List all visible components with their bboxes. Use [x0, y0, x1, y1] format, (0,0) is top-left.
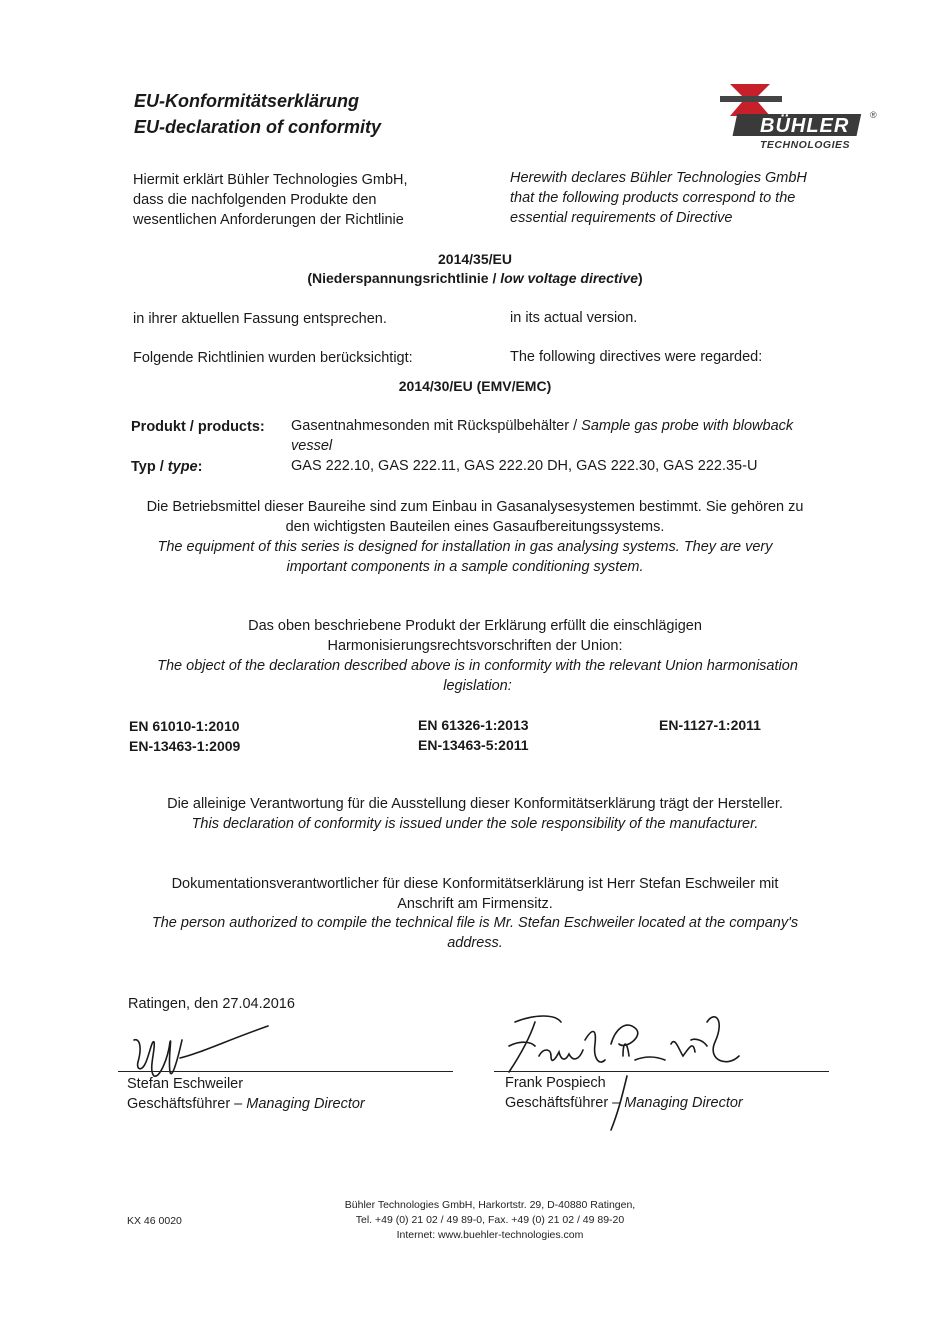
responsibility-de: Die alleinige Verantwortung für die Ausstellung dieser Konformitätserklärung trägt der Hersteller. [167, 796, 783, 812]
responsibility-en: This declaration of conformity is issued under the sole responsibility of the manufacturer. [191, 816, 759, 832]
conformity-de-line: Das oben beschriebene Produkt der Erklärung erfüllt die einschlägigen [248, 618, 702, 634]
standard-item: EN 61010-1:2010 [129, 718, 240, 734]
directive-name-suffix: ) [637, 270, 643, 286]
type-label-en: type [167, 459, 198, 475]
signer-2-name: Frank Pospiech [505, 1075, 606, 1091]
directive-name [0, 268, 950, 288]
conformity-de [100, 616, 850, 656]
intro-de-line: Hiermit erklärt Bühler Technologies GmbH, [133, 172, 408, 188]
footer-line: Tel. +49 (0) 21 02 / 49 89-0, Fax. +49 (0) 21 02 / 49 89-20 [355, 1214, 625, 1226]
handwritten-signature-icon [495, 1000, 775, 1135]
footer-line: Bühler Technologies GmbH, Harkortstr. 29, D-40880 Ratingen, [344, 1199, 636, 1211]
conformity-de-line: Harmonisierungsrechtsvorschriften der Union: [327, 638, 623, 654]
signer-1-name: Stefan Eschweiler [127, 1076, 244, 1092]
purpose-en [100, 537, 830, 577]
signature-line [118, 1071, 453, 1072]
documentation-de-line: Dokumentationsverantwortlicher für diese Konformitätserklärung ist Herr Stefan Eschweiler mit [171, 876, 779, 892]
signer-2-role-de: Geschäftsführer – [505, 1095, 625, 1111]
type-value: GAS 222.10, GAS 222.11, GAS 222.20 DH, GAS 222.30, GAS 222.35-U [291, 458, 758, 474]
documentation-en [100, 913, 850, 953]
regarded-de: Folgende Richtlinien wurden berücksichtigt: [133, 350, 413, 366]
directive-name-prefix: (Niederspannungsrichtlinie / [307, 270, 501, 286]
product-value-de: Gasentnahmesonden mit Rückspülbehälter / [291, 418, 582, 434]
purpose-de-line: den wichtigsten Bauteilen eines Gasaufbereitungssystems. [285, 519, 665, 535]
footer-address [290, 1198, 690, 1243]
regarded-en: The following directives were regarded: [510, 349, 763, 365]
conformity-en-line: legislation: [443, 678, 512, 694]
intro-de [133, 170, 453, 230]
type-label-colon: : [197, 459, 203, 475]
standards-col1 [129, 716, 240, 756]
directive-name-en: low voltage directive [500, 270, 638, 286]
purpose-de-line: Die Betriebsmittel dieser Baureihe sind zum Einbau in Gasanalysesystemen bestimmt. Sie gehören zu [146, 499, 804, 515]
directive-number: 2014/35/EU [438, 251, 512, 267]
regarded-directive: 2014/30/EU (EMV/EMC) [398, 378, 552, 394]
place-date: Ratingen, den 27.04.2016 [128, 996, 295, 1012]
signer-1-role [127, 1094, 365, 1114]
signer-2-role [505, 1093, 743, 1113]
documentation-de [100, 874, 850, 914]
version-de: in ihrer aktuellen Fassung entsprechen. [133, 311, 387, 327]
standards-col2 [418, 715, 529, 755]
signer-2-role-en: Managing Director [624, 1095, 743, 1111]
buehler-logo-icon [720, 82, 880, 152]
svg-text:BÜHLER: BÜHLER [760, 115, 850, 137]
product-value [291, 416, 831, 456]
documentation-de-line: Anschrift am Firmensitz. [397, 896, 553, 912]
intro-en-line: Herewith declares Bühler Technologies GmbH [510, 170, 807, 186]
documentation-en-line: The person authorized to compile the technical file is Mr. Stefan Eschweiler located at the company's [151, 915, 799, 931]
standard-item: EN 61326-1:2013 [418, 717, 529, 733]
standard-item: EN-13463-5:2011 [418, 737, 529, 753]
svg-text:®: ® [870, 110, 877, 120]
title-en: EU-declaration of conformity [134, 117, 382, 137]
version-en: in its actual version. [510, 310, 638, 326]
purpose-en-line: important components in a sample conditioning system. [286, 559, 644, 575]
signer-1-role-en: Managing Director [246, 1096, 365, 1112]
svg-text:TECHNOLOGIES: TECHNOLOGIES [760, 139, 851, 151]
standard-item: EN-1127-1:2011 [659, 717, 761, 733]
intro-de-line: dass die nachfolgenden Produkte den [133, 192, 377, 208]
product-value-en: Sample gas probe with blowback [581, 418, 794, 434]
product-label: Produkt / products: [131, 419, 265, 435]
title-de: EU-Konformitätserklärung [134, 91, 360, 111]
intro-en-line: that the following products correspond to the [510, 190, 796, 206]
standards-col3 [659, 715, 761, 735]
documentation-en-line: address. [447, 935, 503, 951]
intro-en-line: essential requirements of Directive [510, 210, 733, 226]
intro-en [510, 168, 850, 228]
buehler-logo [720, 82, 880, 152]
signer-1-role-de: Geschäftsführer – [127, 1096, 247, 1112]
purpose-de [100, 497, 850, 537]
footer-line: Internet: www.buehler-technologies.com [396, 1229, 584, 1241]
standard-item: EN-13463-1:2009 [129, 738, 241, 754]
intro-de-line: wesentlichen Anforderungen der Richtlinie [133, 212, 404, 228]
signature-pospiech [495, 1000, 775, 1135]
product-value-en-2: vessel [291, 438, 333, 454]
signature-line [494, 1071, 829, 1072]
conformity-en-line: The object of the declaration described above is in conformity with the relevant Union harmonisation [157, 658, 798, 674]
type-label-de: Typ / [131, 459, 168, 475]
doc-code: KX 46 0020 [127, 1215, 182, 1227]
conformity-en [100, 656, 855, 696]
type-label [131, 457, 202, 477]
purpose-en-line: The equipment of this series is designed for installation in gas analysing systems. They are very [157, 539, 773, 555]
